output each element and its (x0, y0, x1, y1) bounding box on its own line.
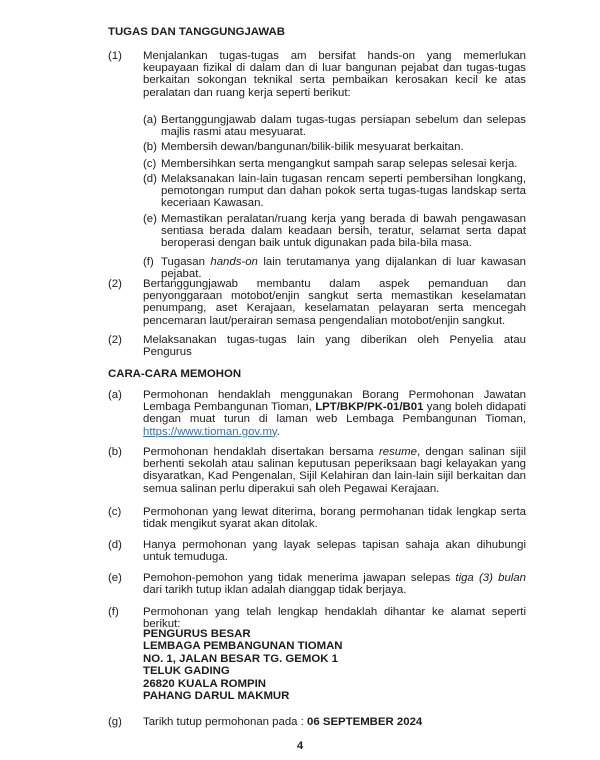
subitem-text (161, 256, 526, 280)
item-letter: (c) (108, 506, 122, 518)
subitem-text: Melaksanakan lain-lain tugasan rencam seperti pembersihan longkang, pemotongan rumput dan dahan pokok serta tugas-tugas landskap serta keceriaan Kawasan. (161, 173, 526, 210)
subitem-letter: (f) (143, 256, 154, 268)
apply-item-b (108, 446, 526, 495)
closing-date: 06 SEPTEMBER 2024 (307, 716, 423, 728)
text-part: Permohonan hendaklah disertakan bersama (143, 446, 379, 458)
text-part: Pemohon-pemohon yang tidak menerima jawapan selepas (143, 572, 456, 584)
item-text: Melaksanakan tugas-tugas lain yang diberikan oleh Penyelia atau Pengurus (143, 334, 526, 359)
page-number: 4 (296, 740, 304, 752)
subitem-text: Memastikan peralatan/ruang kerja yang berada di bawah pengawasan sentiasa berada dalam keadaan bersih, teratur, selamat serta dapat beroperasi dengan baik untuk digunakan pada bila-bila masa. (161, 213, 526, 250)
subitem-letter: (c) (143, 158, 157, 170)
item-text (143, 389, 526, 438)
apply-item-a (108, 389, 526, 438)
address-line: PAHANG DARUL MAKMUR (143, 690, 290, 703)
item-text (143, 446, 526, 495)
item-text: Permohonan yang lewat diterima, borang permohanan tidak lengkap serta tidak mengikut syarat akan ditolak. (143, 506, 526, 531)
apply-item-g (108, 716, 526, 728)
subitem-text: Membersih dewan/bangunan/bilik-bilik mesyuarat berkaitan. (161, 141, 464, 153)
item-text (143, 572, 526, 596)
subitem-letter: (a) (143, 114, 157, 126)
duty-item-2 (108, 278, 526, 327)
item-letter: (g) (108, 716, 122, 728)
address-line: PENGURUS BESAR (143, 628, 251, 640)
item-text (143, 716, 526, 728)
duty-subitem-c (143, 158, 526, 170)
item-number: (2) (108, 278, 122, 290)
duty-item-1 (108, 50, 526, 99)
item-number: (2) (108, 334, 122, 346)
apply-item-f (108, 606, 526, 630)
subitem-text: Bertanggungjawab dalam tugas-tugas persiapan sebelum dan selepas majlis rasmi atau mesyuarat. (161, 114, 526, 139)
text-part: Tugasan (161, 256, 211, 268)
duty-item-3 (108, 334, 526, 358)
text-part: lain terutamanya yang dijalankan di luar kawasan pejabat. (161, 256, 526, 281)
apply-item-e (108, 572, 526, 596)
text-part: . (276, 425, 280, 438)
subitem-letter: (d) (143, 173, 157, 185)
duty-subitem-d (143, 173, 526, 210)
item-text: Bertanggungjawab membantu dalam aspek pemanduan dan penyonggaraan motobot/enjin sangkut serta memastikan keselamatan penumpang, aset Kerajaan, keselamatan pelayaran serta mencegah pencemaran laut/perairan semasa pengendalian motobot/enjin sangkut. (143, 278, 526, 327)
subitem-text: Membersihkan serta mengangkut sampah sarap selepas selesai kerja. (161, 158, 518, 170)
section-heading-apply: CARA-CARA MEMOHON (108, 368, 242, 380)
form-code: LPT/BKP/PK-01/B01 (315, 401, 424, 414)
item-text: Permohonan yang telah lengkap hendaklah dihantar ke alamat seperti berikut: (143, 606, 526, 631)
duty-subitem-e (143, 213, 526, 250)
italic-term: resume (378, 446, 417, 458)
text-part: Tarikh tutup permohonan pada : (143, 716, 308, 728)
subitem-letter: (b) (143, 141, 157, 153)
text-part: yang boleh didapati dengan muat turun di laman web Lembaga Pembangunan Tioman, (143, 401, 526, 426)
item-letter: (e) (108, 572, 122, 584)
text-part: dari tarikh tutup iklan adalah dianggap tidak berjaya. (143, 584, 407, 597)
item-text: Hanya permohonan yang layak selepas tapisan sahaja akan dihubungi untuk temuduga. (143, 539, 526, 564)
text-part: , dengan salinan sijil berhenti sekolah atau salinan keputusan peperiksaan bagi kelayakan yang disyaratkan, Kad Pengenalan, Sijil Kelahiran dan lain-lain sijil berkaitan dan semua salinan perlu diperakui sah oleh Pegawai Kerajaan. (143, 446, 526, 495)
website-link[interactable]: https://www.tioman.gov.my (143, 425, 277, 438)
address-line: NO. 1, JALAN BESAR TG. GEMOK 1 (143, 652, 338, 665)
item-letter: (b) (108, 446, 122, 458)
text-part: Permohonan hendaklah menggunakan Borang Permohonan Jawatan Lembaga Pembangunan Tioman, (143, 389, 526, 414)
apply-item-d (108, 539, 526, 563)
section-heading-duties: TUGAS DAN TANGGUNGJAWAB (108, 26, 285, 38)
apply-item-c (108, 506, 526, 530)
address-line: TELUK GADING (143, 665, 230, 678)
italic-term: hands-on (210, 256, 258, 268)
duty-subitem-b (143, 141, 526, 153)
address-line: LEMBAGA PEMBANGUNAN TIOMAN (143, 640, 343, 653)
italic-term: tiga (3) bulan (455, 572, 526, 584)
duty-subitem-a (143, 114, 526, 138)
item-letter: (a) (108, 389, 122, 401)
duty-subitem-f (143, 256, 526, 280)
item-number: (1) (108, 50, 122, 62)
address-line: 26820 KUALA ROMPIN (143, 677, 267, 690)
item-letter: (f) (108, 606, 119, 618)
item-letter: (d) (108, 539, 122, 551)
subitem-letter: (e) (143, 213, 157, 225)
item-text: Menjalankan tugas-tugas am bersifat hands-on yang memerlukan keupayaan fizikal di dalam dan di luar bangunan pejabat dan tugas-tugas berkaitan sokongan teknikal serta pembaikan kerosakan kecil ke atas peralatan dan ruang kerja seperti berikut: (143, 50, 526, 99)
mailing-address (143, 628, 343, 702)
